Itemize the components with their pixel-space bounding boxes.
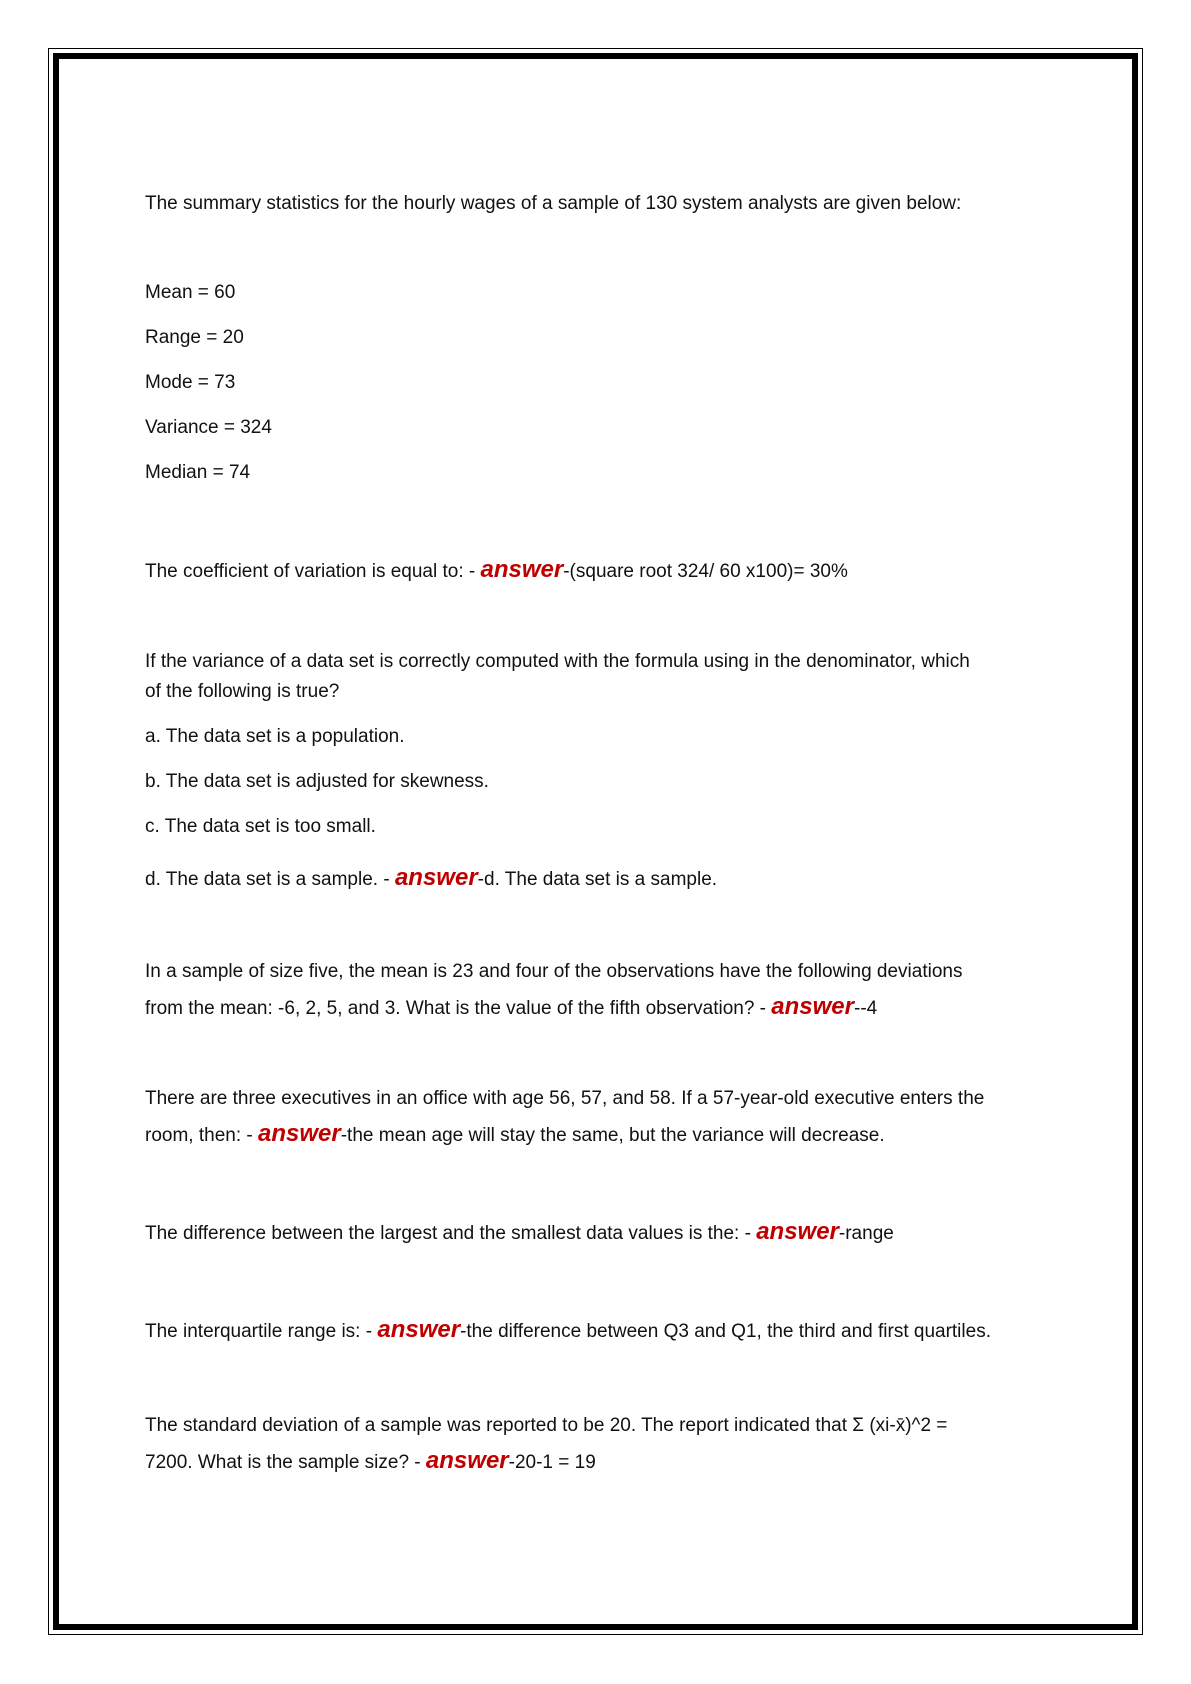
question-6-answer: -the difference between Q3 and Q1, the third and first quartiles. bbox=[460, 1321, 991, 1342]
question-2-line-1: If the variance of a data set is correctly computed with the formula using in the denominator, which bbox=[145, 651, 970, 672]
question-3-line-2 bbox=[145, 995, 877, 1021]
question-1-text: The coefficient of variation is equal to: - bbox=[145, 561, 481, 582]
stat-range: Range = 20 bbox=[145, 327, 244, 348]
question-7-text: 7200. What is the sample size? - bbox=[145, 1452, 426, 1473]
answer-label: answer bbox=[771, 993, 854, 1020]
question-1-answer: -(square root 324/ 60 x100)= 30% bbox=[563, 561, 848, 582]
answer-label: answer bbox=[377, 1316, 461, 1343]
stat-mean: Mean = 60 bbox=[145, 282, 236, 303]
question-3-text: from the mean: -6, 2, 5, and 3. What is the value of the fifth observation? - bbox=[145, 998, 772, 1019]
question-3-line-1: In a sample of size five, the mean is 23 and four of the observations have the following deviations bbox=[145, 961, 963, 982]
question-2-answer: -d. The data set is a sample. bbox=[477, 869, 718, 890]
answer-label: answer bbox=[756, 1218, 839, 1245]
question-6 bbox=[145, 1318, 991, 1344]
stat-mode: Mode = 73 bbox=[145, 372, 236, 393]
question-4-text: room, then: - bbox=[145, 1125, 258, 1146]
stat-median: Median = 74 bbox=[145, 462, 251, 483]
question-6-text: The interquartile range is: - bbox=[145, 1321, 378, 1342]
question-2-option-d bbox=[145, 866, 717, 892]
question-7-line-2 bbox=[145, 1449, 596, 1475]
answer-label: answer bbox=[258, 1120, 341, 1147]
question-4-answer: -the mean age will stay the same, but the variance will decrease. bbox=[340, 1125, 885, 1146]
question-4-line-1: There are three executives in an office with age 56, 57, and 58. If a 57-year-old executive enters the bbox=[145, 1088, 985, 1109]
answer-label: answer bbox=[394, 864, 478, 891]
question-4-line-2 bbox=[145, 1122, 885, 1148]
intro-text: The summary statistics for the hourly wages of a sample of 130 system analysts are given below: bbox=[145, 193, 962, 214]
question-7-line-1: The standard deviation of a sample was reported to be 20. The report indicated that Σ (xi-x̄)^2 = bbox=[145, 1415, 948, 1436]
question-5-text: The difference between the largest and the smallest data values is the: - bbox=[145, 1223, 757, 1244]
question-7-answer: -20-1 = 19 bbox=[508, 1452, 596, 1473]
question-2-line-2: of the following is true? bbox=[145, 681, 340, 702]
answer-label: answer bbox=[425, 1447, 509, 1474]
question-5-answer: -range bbox=[838, 1223, 894, 1244]
question-2-option-a: a. The data set is a population. bbox=[145, 726, 405, 747]
question-3-answer: --4 bbox=[854, 998, 878, 1019]
stat-variance: Variance = 324 bbox=[145, 417, 272, 438]
question-1 bbox=[145, 558, 848, 584]
answer-label: answer bbox=[480, 556, 564, 583]
question-2-option-d-text: d. The data set is a sample. - bbox=[145, 869, 395, 890]
question-2-option-b: b. The data set is adjusted for skewness. bbox=[145, 771, 489, 792]
question-5 bbox=[145, 1220, 894, 1246]
question-2-option-c: c. The data set is too small. bbox=[145, 816, 376, 837]
